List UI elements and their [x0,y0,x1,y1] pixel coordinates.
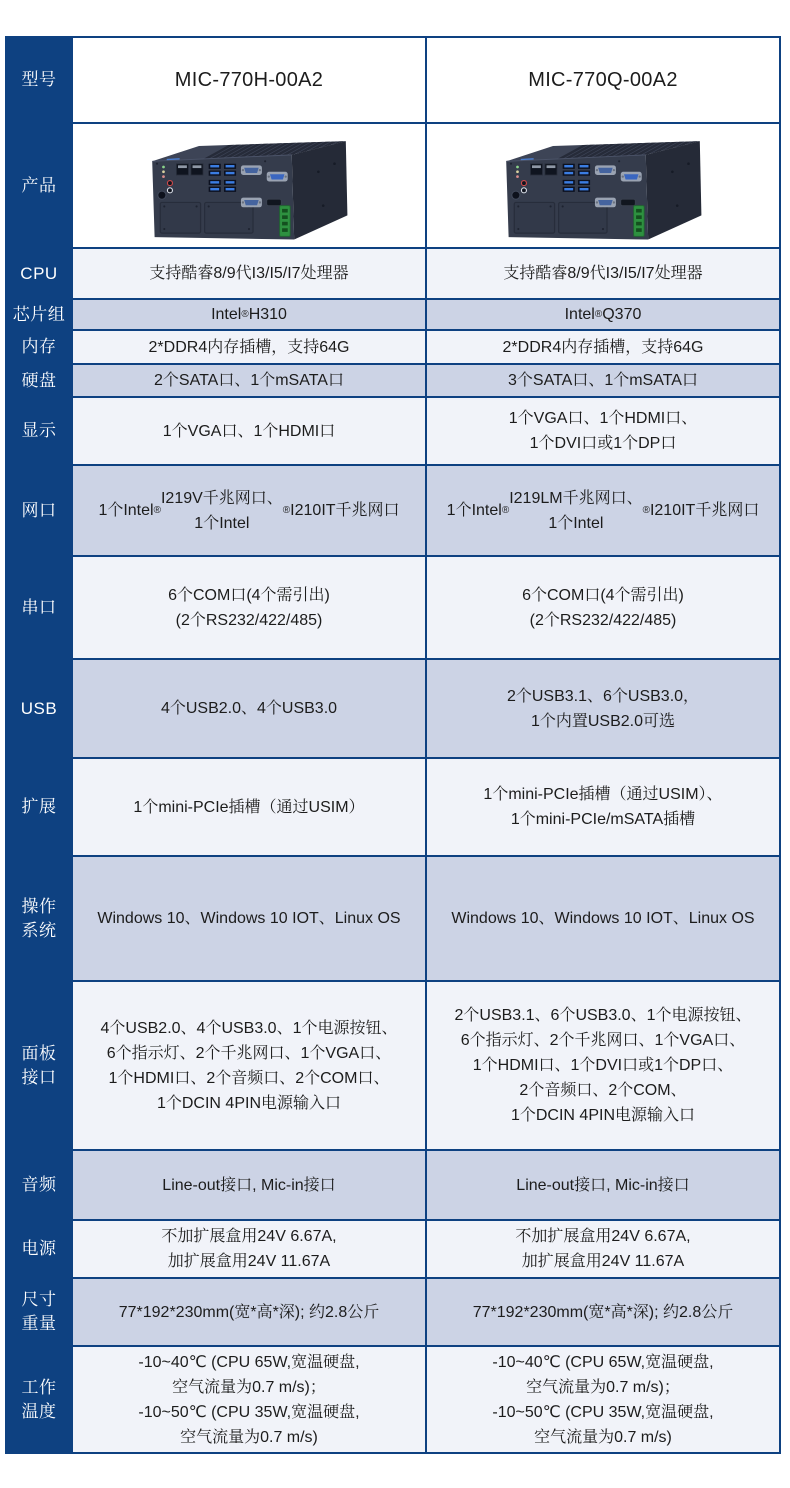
usb-col1-value: 4个USB2.0、4个USB3.0 [71,660,425,757]
row-os [7,857,779,982]
row-label-cpu: CPU [7,249,71,298]
storage-col2-value: 3个SATA口、1个mSATA口 [425,365,779,396]
row-label-dimensions-weight: 尺寸 重量 [7,1279,71,1345]
spec-comparison-table [5,36,781,1454]
audio-col1-value: Line-out接口, Mic-in接口 [71,1151,425,1219]
row-serial [7,557,779,660]
os-col2-value: Windows 10、Windows 10 IOT、Linux OS [425,857,779,980]
row-label-model: 型号 [7,38,71,122]
panel-io-col2-value: 2个USB3.1、6个USB3.0、1个电源按钮、 6个指示灯、2个千兆网口、1个VGA口、 1个HDMI口、1个DVI口或1个DP口、 2个音频口、2个COM、 1个DCIN 4PIN电源输入口 [425,982,779,1149]
row-dimensions-weight [7,1279,779,1347]
row-label-storage: 硬盘 [7,365,71,396]
row-label-operating-temperature: 工作 温度 [7,1347,71,1452]
row-audio [7,1151,779,1221]
dimensions-col1-value: 77*192*230mm(宽*高*深); 约2.8公斤 [71,1279,425,1345]
row-chipset [7,300,779,331]
row-label-panel-io: 面板 接口 [7,982,71,1149]
row-model [7,38,779,124]
row-label-expansion: 扩展 [7,759,71,855]
row-label-chipset: 芯片组 [7,300,71,329]
row-power [7,1221,779,1279]
lan-col1-value: 1个Intel ® I219V千兆网口、 1个Intel ® I210IT千兆网口 [71,466,425,555]
power-col1-value: 不加扩展盒用24V 6.67A, 加扩展盒用24V 11.67A [71,1221,425,1277]
panel-io-col1-value: 4个USB2.0、4个USB3.0、1个电源按钮、 6个指示灯、2个千兆网口、1个VGA口、 1个HDMI口、2个音频口、2个COM口、 1个DCIN 4PIN电源输入口 [71,982,425,1149]
temperature-col1-value: -10~40℃ (CPU 65W,宽温硬盘, 空气流量为0.7 m/s)； -10~50℃ (CPU 35W,宽温硬盘, 空气流量为0.7 m/s) [71,1347,425,1452]
serial-col1-value: 6个COM口(4个需引出) (2个RS232/422/485) [71,557,425,658]
row-label-product: 产品 [7,124,71,247]
display-col1-value: 1个VGA口、1个HDMI口 [71,398,425,464]
product-col2-cell [425,124,779,247]
display-col2-value: 1个VGA口、1个HDMI口、 1个DVI口或1个DP口 [425,398,779,464]
temperature-col2-value: -10~40℃ (CPU 65W,宽温硬盘, 空气流量为0.7 m/s)； -10~50℃ (CPU 35W,宽温硬盘, 空气流量为0.7 m/s) [425,1347,779,1452]
model-col1-value: MIC-770H-00A2 [71,38,425,122]
expansion-col1-value: 1个mini-PCIe插槽（通过USIM） [71,759,425,855]
lan-col2-value: 1个Intel ® I219LM千兆网口、 1个Intel ® I210IT千兆网口 [425,466,779,555]
audio-col2-value: Line-out接口, Mic-in接口 [425,1151,779,1219]
cpu-col1-value: 支持酷睿8/9代I3/I5/I7处理器 [71,249,425,298]
os-col1-value: Windows 10、Windows 10 IOT、Linux OS [71,857,425,980]
model-col2-value: MIC-770Q-00A2 [425,38,779,122]
row-label-os: 操作 系统 [7,857,71,980]
row-operating-temperature [7,1347,779,1452]
storage-col1-value: 2个SATA口、1个mSATA口 [71,365,425,396]
power-col2-value: 不加扩展盒用24V 6.67A, 加扩展盒用24V 11.67A [425,1221,779,1277]
row-label-serial: 串口 [7,557,71,658]
row-label-display: 显示 [7,398,71,464]
cpu-col2-value: 支持酷睿8/9代I3/I5/I7处理器 [425,249,779,298]
usb-col2-value: 2个USB3.1、6个USB3.0， 1个内置USB2.0可选 [425,660,779,757]
row-display [7,398,779,466]
dimensions-col2-value: 77*192*230mm(宽*高*深); 约2.8公斤 [425,1279,779,1345]
row-label-memory: 内存 [7,331,71,363]
row-label-usb: USB [7,660,71,757]
memory-col1-value: 2*DDR4内存插槽，支持64G [71,331,425,363]
chipset-col2-value: Intel ® Q370 [425,300,779,329]
product-photo [125,125,373,246]
row-lan [7,466,779,557]
product-photo [479,125,727,246]
product-col1-cell [71,124,425,247]
row-product [7,124,779,249]
row-panel-io [7,982,779,1151]
row-storage [7,365,779,398]
row-label-audio: 音频 [7,1151,71,1219]
row-memory [7,331,779,365]
memory-col2-value: 2*DDR4内存插槽，支持64G [425,331,779,363]
row-label-lan: 网口 [7,466,71,555]
row-expansion [7,759,779,857]
row-label-power: 电源 [7,1221,71,1277]
expansion-col2-value: 1个mini-PCIe插槽（通过USIM）、 1个mini-PCIe/mSATA插槽 [425,759,779,855]
row-cpu [7,249,779,300]
row-usb [7,660,779,759]
chipset-col1-value: Intel ® H310 [71,300,425,329]
serial-col2-value: 6个COM口(4个需引出) (2个RS232/422/485) [425,557,779,658]
